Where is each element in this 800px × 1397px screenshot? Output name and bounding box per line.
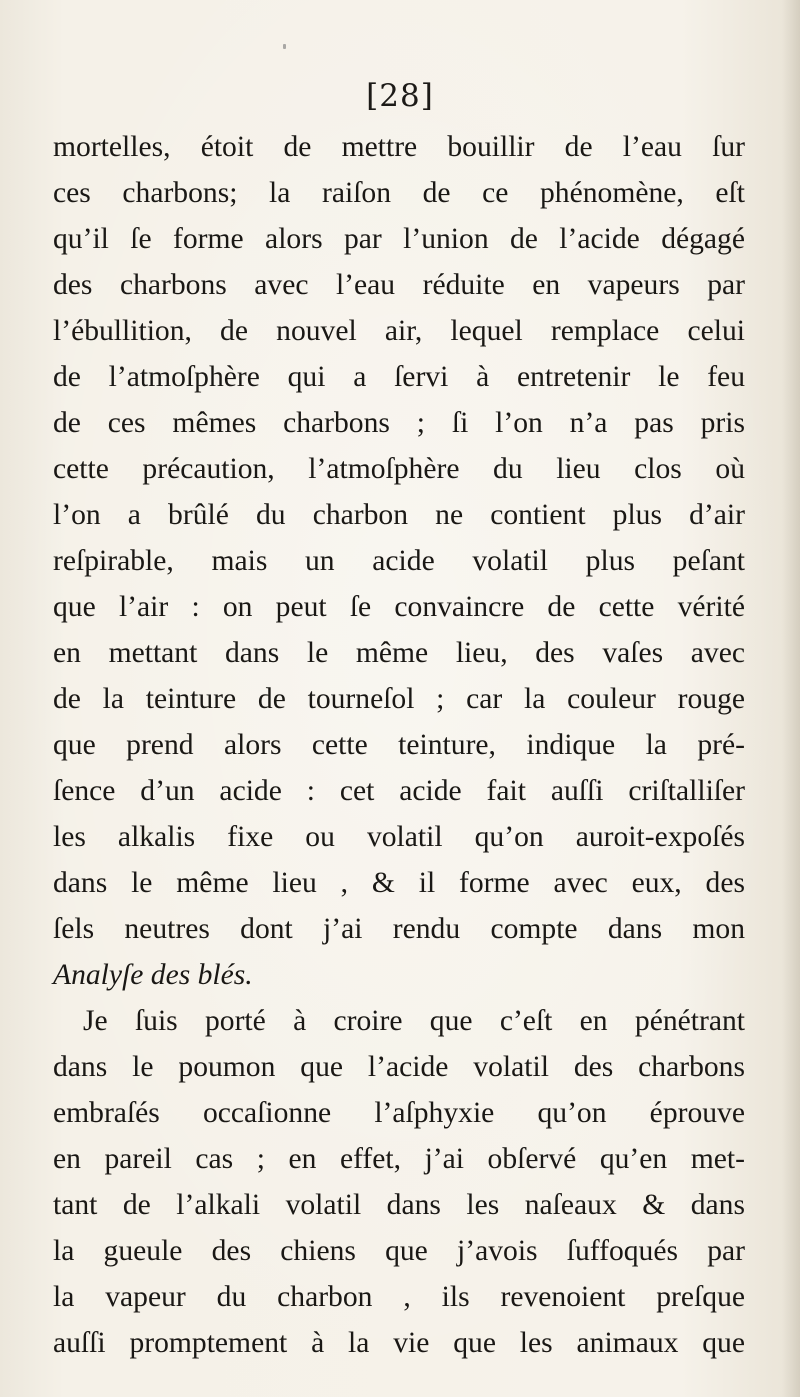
text-line: l’ébullition, de nouvel air, lequel remplace celui <box>53 315 745 347</box>
text-line: en pareil cas ; en effet, j’ai obſervé qu’en met- <box>53 1143 745 1175</box>
text-line: en mettant dans le même lieu, des vaſes avec <box>53 637 745 669</box>
text-line: les alkalis fixe ou volatil qu’on auroit-expoſés <box>53 821 745 853</box>
text-line: dans le même lieu , & il forme avec eux, des <box>53 867 745 899</box>
text-line: la vapeur du charbon , ils revenoient preſque <box>53 1281 745 1313</box>
text-line: que l’air : on peut ſe convaincre de cette vérité <box>53 591 745 623</box>
ink-speck <box>283 44 286 49</box>
text-line: des charbons avec l’eau réduite en vapeurs par <box>53 269 745 301</box>
text-line: ces charbons; la raiſon de ce phénomène, eſt <box>53 177 745 209</box>
paragraph-start-line: Je ſuis porté à croire que c’eſt en pénétrant <box>83 1005 745 1037</box>
text-line: tant de l’alkali volatil dans les naſeaux & dans <box>53 1189 745 1221</box>
page-edge-shadow <box>782 0 800 1397</box>
text-line: qu’il ſe forme alors par l’union de l’acide dégagé <box>53 223 745 255</box>
text-line: ſels neutres dont j’ai rendu compte dans mon <box>53 913 745 945</box>
text-line: de ces mêmes charbons ; ſi l’on n’a pas pris <box>53 407 745 439</box>
text-line: de la teinture de tourneſol ; car la couleur rouge <box>53 683 745 715</box>
text-line: cette précaution, l’atmoſphère du lieu clos où <box>53 453 745 485</box>
text-line: dans le poumon que l’acide volatil des charbons <box>53 1051 745 1083</box>
text-line: la gueule des chiens que j’avois ſuffoqués par <box>53 1235 745 1267</box>
text-line: que prend alors cette teinture, indique la pré- <box>53 729 745 761</box>
text-line: embraſés occaſionne l’aſphyxie qu’on éprouve <box>53 1097 745 1129</box>
text-line: l’on a brûlé du charbon ne contient plus d’air <box>53 499 745 531</box>
page-number: [28] <box>366 78 434 114</box>
text-line: de l’atmoſphère qui a ſervi à entretenir le feu <box>53 361 745 393</box>
text-line: ſence d’un acide : cet acide fait auſſi criſtalliſer <box>53 775 745 807</box>
text-line: reſpirable, mais un acide volatil plus peſant <box>53 545 745 577</box>
book-title-italic: Analyſe des blés. <box>53 959 253 991</box>
body-text <box>53 124 745 1366</box>
text-line: auſſi promptement à la vie que les animaux que <box>53 1327 745 1359</box>
text-line: mortelles, étoit de mettre bouillir de l’eau ſur <box>53 131 745 163</box>
